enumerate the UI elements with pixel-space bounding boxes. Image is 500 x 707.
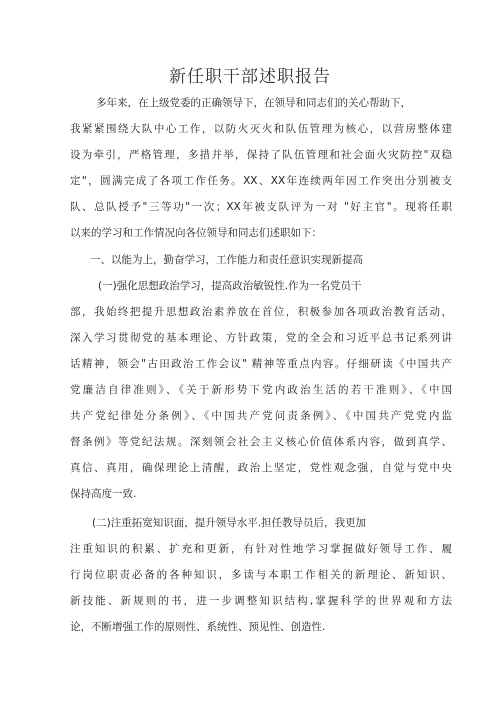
sub1-line-3: 深入学习贯彻党的基本理论、方针政策，党的全会和习近平总书记系列讲 (70, 332, 452, 344)
sub1-line-2: 部，我始终把提升思想政治素养放在首位，积极参加各项政治教育活动， (70, 306, 452, 318)
sub2-line-3: 行岗位职责必备的各种知识，多读与本职工作相关的新理论、新知识、 (70, 569, 452, 581)
sub1-line-8: 真信、真用，确保理论上清醒，政治上坚定，党性观念强，自觉与党中央 (70, 462, 452, 474)
intro-line-6: 以来的学习和工作情况向各位领导和同志们述职如下： (70, 227, 322, 239)
sub2-line-1: (二)注重拓宽知识面，提升领导水平.担任教导员后，我更加 (92, 517, 367, 529)
sub1-line-4: 话精神，领会"古田政治工作会议" 精神等重点内容。仔细研读《中国共产 (70, 358, 452, 370)
sub1-line-6: 共产党纪律处分条例》、《中国共产党问责条例》、《中国共产党党内监 (70, 410, 452, 422)
section-heading-1: 一、以能为上，勤奋学习，工作能力和责任意识实现新提高 (90, 254, 363, 266)
intro-line-2: 我紧紧围绕大队中心工作，以防火灭火和队伍管理为核心，以营房整体建 (70, 123, 452, 135)
sub1-line-5: 党廉洁自律准则》、《关于新形势下党内政治生活的若干准则》、《中国 (70, 384, 452, 396)
intro-line-1: 多年来，在上级党委的正确领导下，在领导和同志们的关心帮助下， (96, 97, 411, 109)
sub2-line-2: 注重知识的积累、扩充和更新，有针对性地学习掌握做好领导工作、履 (70, 543, 452, 555)
sub2-line-4: 新技能、新规则的书，进一步调整知识结构,掌握科学的世界观和方法 (70, 595, 452, 607)
intro-line-4: 定"，圆满完成了各项工作任务。XX、XX年连续两年因工作突出分别被支 (70, 175, 452, 187)
sub1-line-7: 督条例》等党纪法规。深刻领会社会主义核心价值体系内容，做到真学、 (70, 436, 452, 448)
intro-line-5: 队、总队授予"三等功"一次；XX年被支队评为一对 "好主官"。现将任职 (70, 201, 452, 213)
sub2-line-5: 论，不断增强工作的原则性、系统性、预见性、创造性. (70, 621, 326, 633)
sub1-line-9: 保持高度一致. (70, 488, 137, 500)
intro-line-3: 设为牵引，严格管理，多措并举，保持了队伍管理和社会面火灾防控"双稳 (70, 149, 452, 161)
sub1-line-1: (一)强化思想政治学习，提高政治敏锐性.作为一名党员干 (98, 280, 362, 292)
document-title: 新任职干部述职报告 (169, 67, 331, 87)
